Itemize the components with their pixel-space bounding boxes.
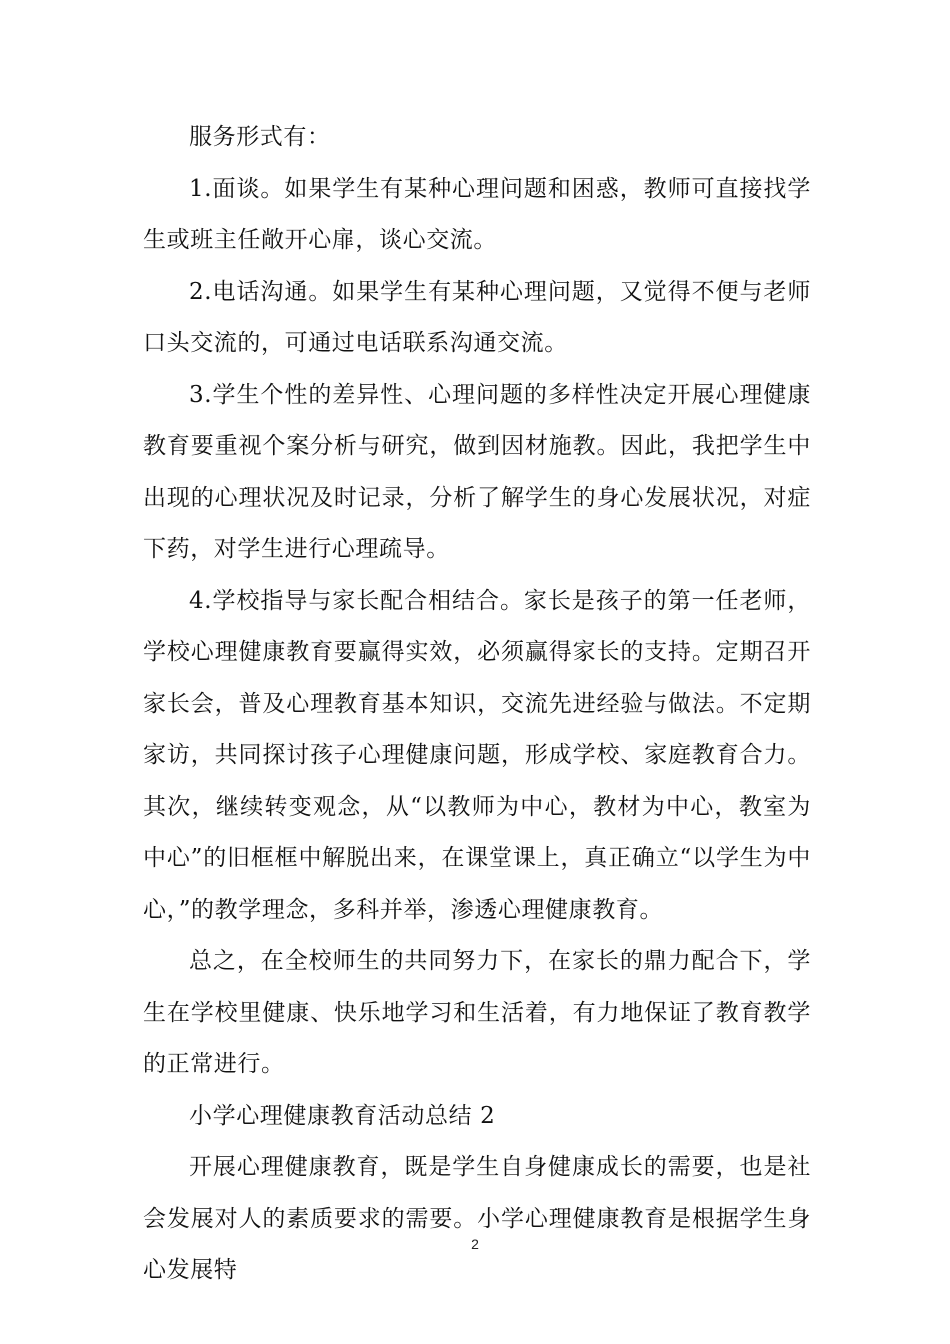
section-heading: 小学心理健康教育活动总结 2 <box>189 1102 496 1129</box>
document-body <box>143 112 811 1297</box>
paragraph-item-3: 3.学生个性的差异性、心理问题的多样性决定开展心理健康教育要重视个案分析与研究，做到因材施教。因此，我把学生中出现的心理状况及时记录，分析了解学生的身心发展状况，对症下药，对学生进行心理疏导。 <box>143 381 811 562</box>
paragraph-service-forms: 服务形式有： <box>189 124 331 150</box>
paragraph-item-2: 2.电话沟通。如果学生有某种心理问题，又觉得不便与老师口头交流的，可通过电话联系沟通交流。 <box>143 278 811 356</box>
paragraph-item-1: 1.面谈。如果学生有某种心理问题和困惑，教师可直接找学生或班主任敞开心扉，谈心交流。 <box>143 175 811 253</box>
paragraph-section-intro: 开展心理健康教育，既是学生自身健康成长的需要，也是社会发展对人的素质要求的需要。小学心理健康教育是根据学生身心发展特 <box>143 1154 811 1283</box>
paragraph-item-4: 4.学校指导与家长配合相结合。家长是孩子的第一任老师，学校心理健康教育要赢得实效，必须赢得家长的支持。定期召开家长会，普及心理教育基本知识，交流先进经验与做法。不定期家访，共同探讨孩子心理健康问题，形成学校、家庭教育合力。其次，继续转变观念，从“以教师为中心，教材为中心，教室为中心”的旧框框中解脱出来，在课堂课上，真正确立“以学生为中心，”的教学理念，多科并举，渗透心理健康教育。 <box>143 587 811 923</box>
paragraph-conclusion: 总之，在全校师生的共同努力下，在家长的鼎力配合下，学生在学校里健康、快乐地学习和生活着，有力地保证了教育教学的正常进行。 <box>143 948 811 1077</box>
page-number: 2 <box>471 1236 479 1252</box>
